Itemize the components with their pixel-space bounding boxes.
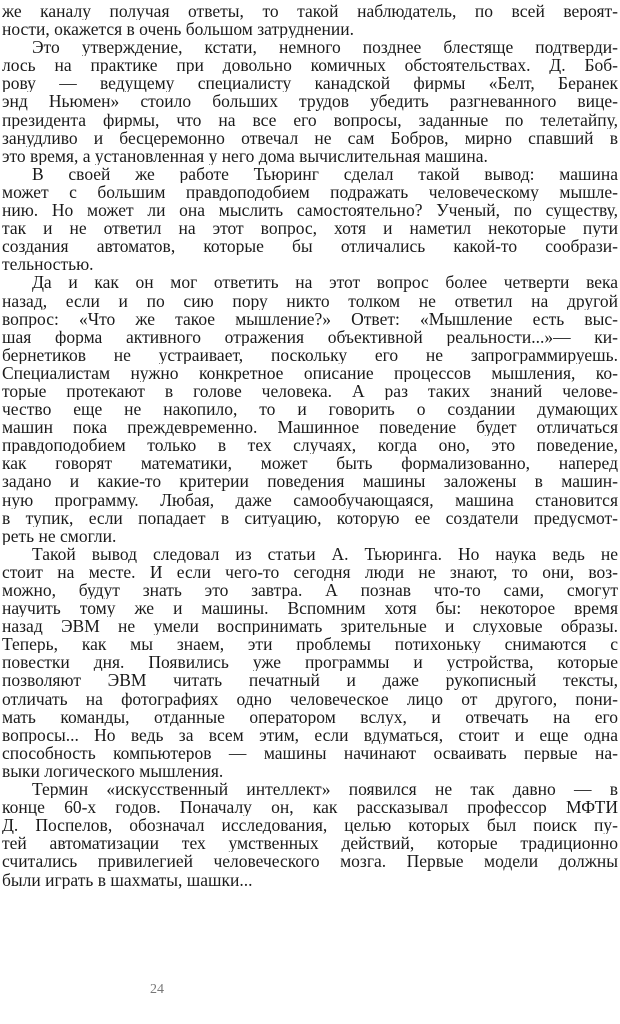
text-line: может с большим правдоподобием подражать человеческому мышле- [2,182,618,202]
text-line: правдоподобием только в тех случаях, когда оно, это поведение, [2,436,618,455]
text-line: конце 60-х годов. Поначалу он, как рассказывал профессор МФТИ [2,798,618,817]
text-line: нию. Но может ли она мыслить самостоятельно? Ученый, по существу, [2,201,618,220]
text-line: как говорят математики, может быть формализованно, наперед [2,454,618,473]
text-line: тей автоматизации тех умственных действий, которые традиционно [2,834,618,853]
text-line: Это утверждение, кстати, немного позднее блестяще подтверди- [32,38,618,57]
text-line: торые протекают в голове человека. А раз таких знаний челове- [2,381,618,401]
page-body-text [2,2,618,889]
text-line: стоит на месте. И если чего-то сегодня люди не знают, то они, воз- [2,562,618,581]
text-line: вопрос: «Что же такое мышление?» Ответ: «Мышление есть выс- [2,309,618,328]
text-line: президента фирмы, что на все его вопросы, заданные по телетайпу, [2,110,618,129]
text-line: Термин «искусственный интеллект» появился не так давно — в [32,780,618,799]
text-line: занудливо и бесцеремонно отвечал не сам Бобров, мирно спавший в [2,128,618,147]
text-line: задано и какие-то критерии поведения машины заложены в машин- [2,472,618,491]
text-line: машин пока преждевременно. Машинное поведение будет отличаться [2,418,618,437]
text-line: отличать на фотографиях одно человеческое лицо от другого, пони- [2,689,618,708]
text-line: это время, а установленная у него дома вычислительная машина. [2,146,488,165]
text-line: считались привилегией человеческого мозга. Первые модели должны [2,852,618,871]
text-line: бернетиков не устраивает, поскольку его не запрограммируешь. [2,345,618,364]
text-line: тельностью. [2,255,94,274]
text-line: назад, если и по сию пору никто толком не ответил на другой [2,291,618,310]
text-line: в тупик, если попадает в ситуацию, которую ее создатели предусмот- [2,508,618,527]
text-line: способность компьютеров — машины начинают осваивать первые на- [2,743,618,762]
text-line: можно, будут знать это завтра. А познав что-то сами, смогут [2,581,618,600]
text-line: позволяют ЭВМ читать печатный и даже рукописный тексты, [2,671,618,690]
text-line: выки логического мышления. [2,761,224,781]
text-line: ности, окажется в очень большом затруднении. [2,20,354,39]
text-line: назад ЭВМ не умели воспринимать зрительные и слуховые образы. [2,617,618,636]
text-line: В своей же работе Тьюринг сделал такой вывод: машина [32,164,618,183]
text-line: Специалистам нужно конкретное описание процессов мышления, ко- [2,363,618,382]
page-number: 24 [150,982,164,997]
text-line: так и не ответил на этот вопрос, хотя и наметил некоторые пути [2,219,618,238]
text-line: Да и как он мог ответить на этот вопрос более четверти века [32,273,618,292]
text-line: научить тому же и машины. Вспомним хотя бы: некоторое время [2,599,618,618]
text-line: же каналу получая ответы, то такой наблюдатель, по всей вероят- [2,2,618,21]
text-line: были играть в шахматы, шашки... [2,870,253,889]
text-line: Д. Поспелов, обозначал исследования, целью которых был поиск пу- [2,816,618,835]
text-line: Такой вывод следовал из статьи А. Тьюринга. Но наука ведь не [32,544,618,563]
text-line: реть не смогли. [2,526,117,545]
text-line: лось на практике при довольно комичных обстоятельствах. Д. Боб- [2,56,618,75]
text-line: энд Ньюмен» стоило больших трудов убедить разгневанного вице- [2,92,618,111]
text-line: мать команды, отданные оператором вслух, и отвечать на его [2,707,618,726]
text-line: рову — ведущему специалисту канадской фирмы «Белт, Беранек [2,74,618,93]
text-line: повестки дня. Появились уже программы и устройства, которые [2,653,618,672]
text-line: Теперь, как мы знаем, эти проблемы потихоньку снимаются с [2,635,618,654]
text-line: вопросы... Но ведь за всем этим, если вдуматься, стоит и еще одна [2,725,618,744]
text-line: создания автоматов, которые бы отличались какой-то сообрази- [2,237,618,256]
text-line: шая форма активного отражения объективной реальности...»— ки- [2,327,618,346]
text-line: чество еще не накопило, то и говорить о создании думающих [2,400,618,419]
text-line: ную программу. Любая, даже самообучающаяся, машина становится [2,490,618,509]
